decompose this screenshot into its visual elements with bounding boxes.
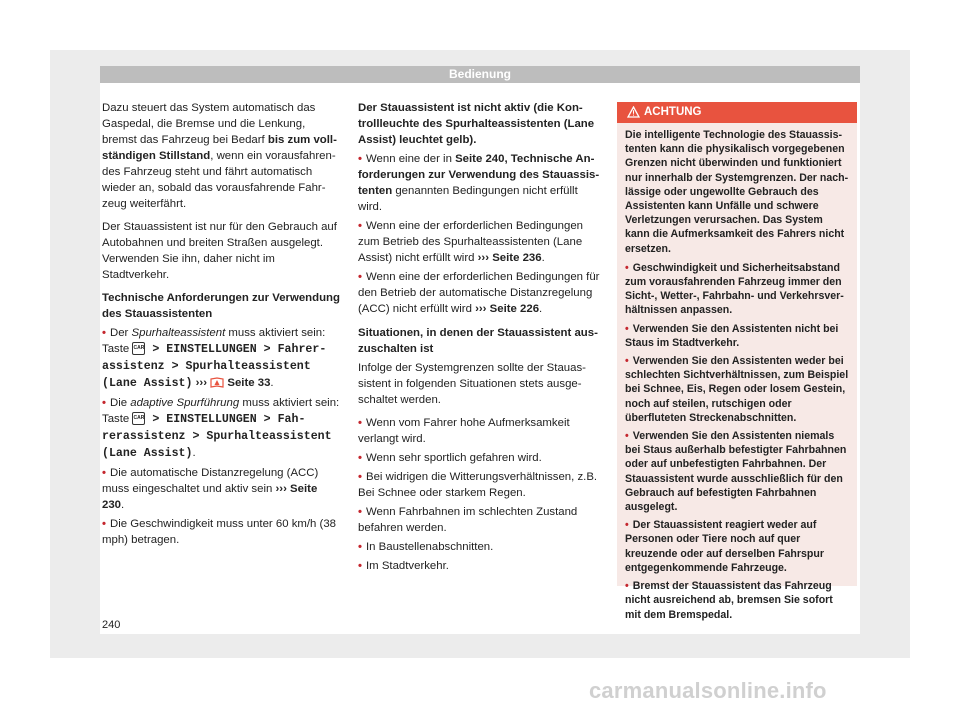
bullet-icon: •	[625, 322, 629, 335]
list-item: • Die Geschwindigkeit muss unter 60 km/h (38 mph) betragen.	[102, 518, 337, 546]
situation-list	[358, 415, 601, 574]
list-item: • Der Stauassistent reagiert weder auf Personen oder Tiere noch auf quer kreuzende oder auf derselben Fahrspur entgegenkommende Fahrzeuge.	[625, 519, 824, 574]
list-item: • Verwenden Sie den Assistenten nicht bei Staus im Stadtverkehr.	[625, 322, 839, 349]
list-item: • Geschwindigkeit und Sicherheitsabstand zum vorausfahrenden Fahrzeug immer den Sicht-, Wetter-, Fahrbahn- und Verkehrsverhältnissen anpassen.	[625, 261, 844, 317]
bullet-icon: •	[358, 452, 362, 464]
book-warning-icon	[210, 377, 224, 388]
page-link[interactable]: Seite 240, Technische Anforderungen zur Verwendung des Stauassistenten	[358, 153, 600, 197]
list-item: • In Baustellenabschnitten.	[358, 541, 494, 553]
page-link[interactable]: Seite 230	[102, 483, 318, 511]
bullet-icon: •	[358, 471, 362, 483]
list-item: • Wenn eine der erforderlichen Bedingungen für den Betrieb der automatische Distanzregelung (ACC) nicht erfüllt wird ››› Seite 226.	[358, 271, 600, 315]
list-item: • Im Stadtverkehr.	[358, 560, 449, 572]
car-button-icon: CAR	[132, 342, 145, 355]
bullet-icon: •	[102, 518, 106, 530]
list-item: • Die automatische Distanzregelung (ACC) muss eingeschaltet und aktiv sein ››› Seite 230.	[102, 467, 319, 511]
page-link[interactable]: Seite 236	[489, 252, 542, 264]
warning-triangle-icon	[627, 106, 640, 118]
paragraph: Dazu steuert das System automatisch das Gaspedal, die Bremse und die Lenkung, bremst das Fahrzeug bei Bedarf bis zum vollständigen Stillstand, wenn ein vorausfahrendes Fahrzeug steht und fährt automatisch wieder an, sobald das vorausfahrende Fahrzeug weiterfährt.	[102, 102, 337, 210]
bullet-icon: •	[625, 580, 629, 593]
bullet-icon: •	[625, 519, 629, 532]
warning-intro: Die intelligente Technologie des Stauassistenten kann die physikalisch vorgegebenen Grenzen nicht überwinden und funktioniert nur innerhalb der Systemgrenzen. Der nachlässige oder ungewollte Gebrauch des Assistenten kann Unfälle und schwere Verletzungen verursachen. Das System kann die Aufmerksamkeit des Fahrers nicht ersetzen.	[625, 129, 849, 255]
bullet-icon: •	[358, 220, 362, 232]
list-item: • Wenn Fahrbahnen im schlechten Zustand befahren werden.	[358, 506, 578, 534]
bullet-icon: •	[102, 467, 106, 479]
page-link[interactable]: Seite 226	[486, 303, 540, 315]
list-item: • Wenn vom Fahrer hohe Aufmerksamkeit verlangt wird.	[358, 417, 570, 445]
car-button-icon: CAR	[132, 412, 145, 425]
list-item: • Wenn sehr sportlich gefahren wird.	[358, 452, 542, 464]
bullet-icon: •	[358, 271, 362, 283]
section-header: Bedienung	[100, 66, 860, 83]
list-item: • Verwenden Sie den Assistenten niemals bei Staus außerhalb befestigter Fahrbahnen oder auf unbefestigten Fahrbahnen. Der Stauassistent wurde ausschließlich für den Gebrauch auf befestigten Fahrbahnen ausgelegt.	[625, 430, 847, 514]
bullet-icon: •	[625, 355, 629, 368]
watermark: carmanualsonline.info	[589, 678, 827, 703]
list-item: • Verwenden Sie den Assistenten weder bei schlechten Sichtverhältnissen, zum Beispiel bei Schnee, Eis, Regen oder losem Gestein, noch auf steilen, rutschigen oder überfluteten Streckenabschnitten.	[625, 355, 849, 424]
bullet-icon: •	[102, 327, 106, 339]
warning-header	[617, 102, 857, 123]
subheading: Der Stauassistent ist nicht aktiv (die Kontrollleuchte des Spurhalteassistenten (Lane Assist) leuchtet gelb).	[358, 102, 595, 146]
bullet-icon: •	[358, 506, 362, 518]
column-left	[102, 100, 340, 551]
list-item: • Wenn eine der erforderlichen Bedingungen zum Betrieb des Spurhalteassistenten (Lane Assist) nicht erfüllt wird ››› Seite 236.	[358, 220, 583, 264]
warning-title: ACHTUNG	[644, 106, 702, 118]
bullet-icon: •	[358, 417, 362, 429]
list-item: • Bremst der Stauassistent das Fahrzeug nicht ausreichend ab, bremsen Sie sofort mit dem Bremspedal.	[625, 580, 833, 621]
list-item: • Der Spurhalteassistent muss aktiviert sein: Taste CAR > EINSTELLUNGEN > Fahrerassistenz > Spurhalteassistent (Lane Assist) ››› Seite 33.	[102, 327, 327, 390]
bullet-icon: •	[358, 541, 362, 553]
bullet-icon: •	[625, 430, 629, 443]
warning-body	[617, 123, 857, 622]
bullet-icon: •	[358, 560, 362, 572]
column-middle	[358, 100, 601, 577]
bullet-icon: •	[625, 261, 629, 274]
subheading: Technische Anforderungen zur Verwendung des Stauassistenten	[102, 292, 340, 320]
warning-box	[617, 102, 857, 621]
page-number: 240	[102, 619, 121, 631]
list-item: • Die adaptive Spurführung muss aktiviert sein: Taste CAR > EINSTELLUNGEN > Fahrerassistenz > Spurhalteassistent (Lane Assist).	[102, 397, 340, 460]
bullet-icon: •	[102, 397, 106, 409]
page-link[interactable]: Seite 33	[224, 377, 271, 389]
paragraph: Der Stauassistent ist nur für den Gebrauch auf Autobahnen und breiten Straßen ausgelegt. Verwenden Sie ihn, daher nicht im Stadtverkehr.	[102, 221, 337, 281]
bullet-icon: •	[358, 153, 362, 165]
subheading: Situationen, in denen der Stauassistent auszuschalten ist	[358, 327, 598, 355]
paragraph: Infolge der Systemgrenzen sollte der Stauassistent in folgenden Situationen stets ausgeschaltet werden.	[358, 362, 586, 406]
list-item: • Wenn eine der in Seite 240, Technische Anforderungen zur Verwendung des Stauassistenten genannten Bedingungen nicht erfüllt wird.	[358, 153, 600, 213]
warning-list	[625, 261, 850, 622]
list-item: • Bei widrigen die Witterungsverhältnissen, z.B. Bei Schnee oder starkem Regen.	[358, 471, 598, 499]
